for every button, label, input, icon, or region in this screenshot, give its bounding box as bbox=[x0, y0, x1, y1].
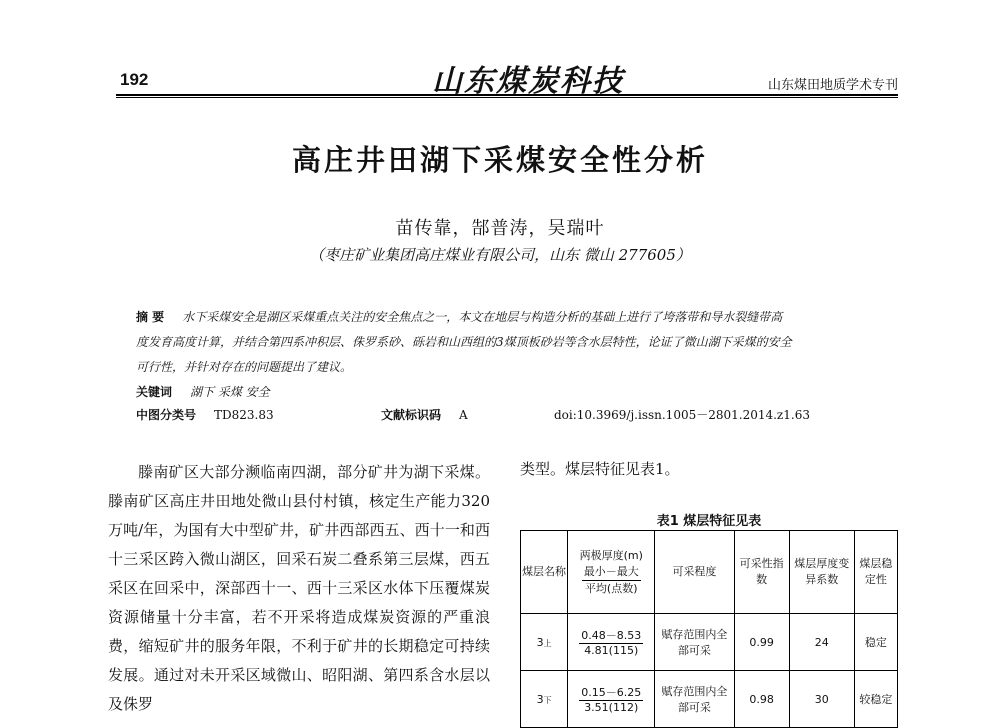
authors: 苗传靠，郜普涛，吴瑞叶 bbox=[395, 218, 605, 239]
special-issue-label: 山东煤田地质学术专刊 bbox=[767, 77, 898, 92]
cell-index: 0.98 bbox=[734, 671, 789, 728]
th-thickness bbox=[568, 531, 655, 614]
cell-stability: 较稳定 bbox=[854, 671, 897, 728]
abstract-text-1: 水下采煤安全是湖区采煤重点关注的安全焦点之一，本文在地层与构造分析的基础上进行了垮落带和导水裂缝带高 bbox=[182, 310, 783, 324]
body-right-intro: 类型。煤层特征见表1。 bbox=[520, 460, 680, 478]
table-row bbox=[521, 671, 898, 728]
body-left-column bbox=[108, 458, 490, 719]
doc-code-label: 文献标识码 bbox=[381, 408, 442, 422]
clc-label: 中图分类号 bbox=[136, 408, 197, 422]
th-stability: 煤层稳定性 bbox=[854, 531, 897, 614]
abstract-line-3: 可行性，并针对存在的问题提出了建议。 bbox=[136, 360, 353, 374]
th-variation: 煤层厚度变异系数 bbox=[789, 531, 854, 614]
th-seam-name: 煤层名称 bbox=[521, 531, 568, 614]
th-thickness-l2: 最小－最大 bbox=[582, 564, 641, 581]
doi: doi:10.3969/j.issn.1005－2801.2014.z1.63 bbox=[554, 408, 810, 422]
cell-stability: 稳定 bbox=[854, 614, 897, 671]
keywords: 湖下 采煤 安全 bbox=[190, 385, 270, 399]
article-title: 高庄井田湖下采煤安全性分析 bbox=[291, 143, 708, 177]
cell-variation: 24 bbox=[789, 614, 854, 671]
body-paragraph: 滕南矿区大部分濒临南四湖，部分矿井为湖下采煤。滕南矿区高庄井田地处微山县付村镇，核定生产能力320万吨/年，为国有大中型矿井，矿井西部西五、西十一和西十三采区跨入微山湖区，回采石炭二叠系第三层煤，西五采区在回采中，深部西十一、西十三采区水体下压覆煤炭资源储量十分丰富，若不开采将造成煤炭资源的严重浪费，缩短矿井的服务年限，不利于矿井的长期稳定可持续发展。通过对未开采区域微山、昭阳湖、第四系含水层以及侏罗 bbox=[108, 463, 490, 713]
abstract-label: 摘 要 bbox=[136, 310, 165, 324]
clc-value: TD823.83 bbox=[214, 408, 274, 422]
table-title: 表1 煤层特征见表 bbox=[656, 514, 762, 529]
doc-code-value: A bbox=[459, 408, 468, 422]
header-rule bbox=[116, 94, 898, 96]
journal-name: 山东煤炭科技 bbox=[432, 64, 624, 99]
abstract bbox=[136, 305, 880, 405]
keywords-line bbox=[136, 380, 880, 405]
table-row bbox=[521, 614, 898, 671]
table-header-row bbox=[521, 531, 898, 614]
cell-index: 0.99 bbox=[734, 614, 789, 671]
affiliation: （枣庄矿业集团高庄煤业有限公司，山东 微山 277605） bbox=[309, 246, 691, 264]
th-index: 可采性指数 bbox=[734, 531, 789, 614]
abstract-line-2: 度发育高度计算，并结合第四系冲积层、侏罗系砂、砾岩和山西组的3煤顶板砂岩等含水层特性，论证了微山湖下采煤的安全 bbox=[136, 335, 792, 349]
page-number: 192 bbox=[120, 70, 149, 89]
cell-variation: 30 bbox=[789, 671, 854, 728]
th-thickness-l1: 两极厚度(m) bbox=[579, 548, 643, 562]
header-rule-thin bbox=[116, 97, 898, 98]
coal-seam-table bbox=[520, 530, 898, 728]
cell-mineable: 赋存范围内全部可采 bbox=[655, 671, 734, 728]
cell-thickness: 0.15－6.25 3.51(112) bbox=[568, 671, 655, 728]
cell-seam: 3下 bbox=[521, 671, 568, 728]
cell-mineable: 赋存范围内全部可采 bbox=[655, 614, 734, 671]
th-mineable: 可采程度 bbox=[655, 531, 734, 614]
abstract-line-1 bbox=[136, 305, 880, 330]
keywords-label: 关键词 bbox=[136, 385, 173, 399]
cell-thickness: 0.48－8.53 4.81(115) bbox=[568, 614, 655, 671]
cell-seam: 3上 bbox=[521, 614, 568, 671]
th-thickness-l3: 平均(点数) bbox=[584, 581, 638, 595]
